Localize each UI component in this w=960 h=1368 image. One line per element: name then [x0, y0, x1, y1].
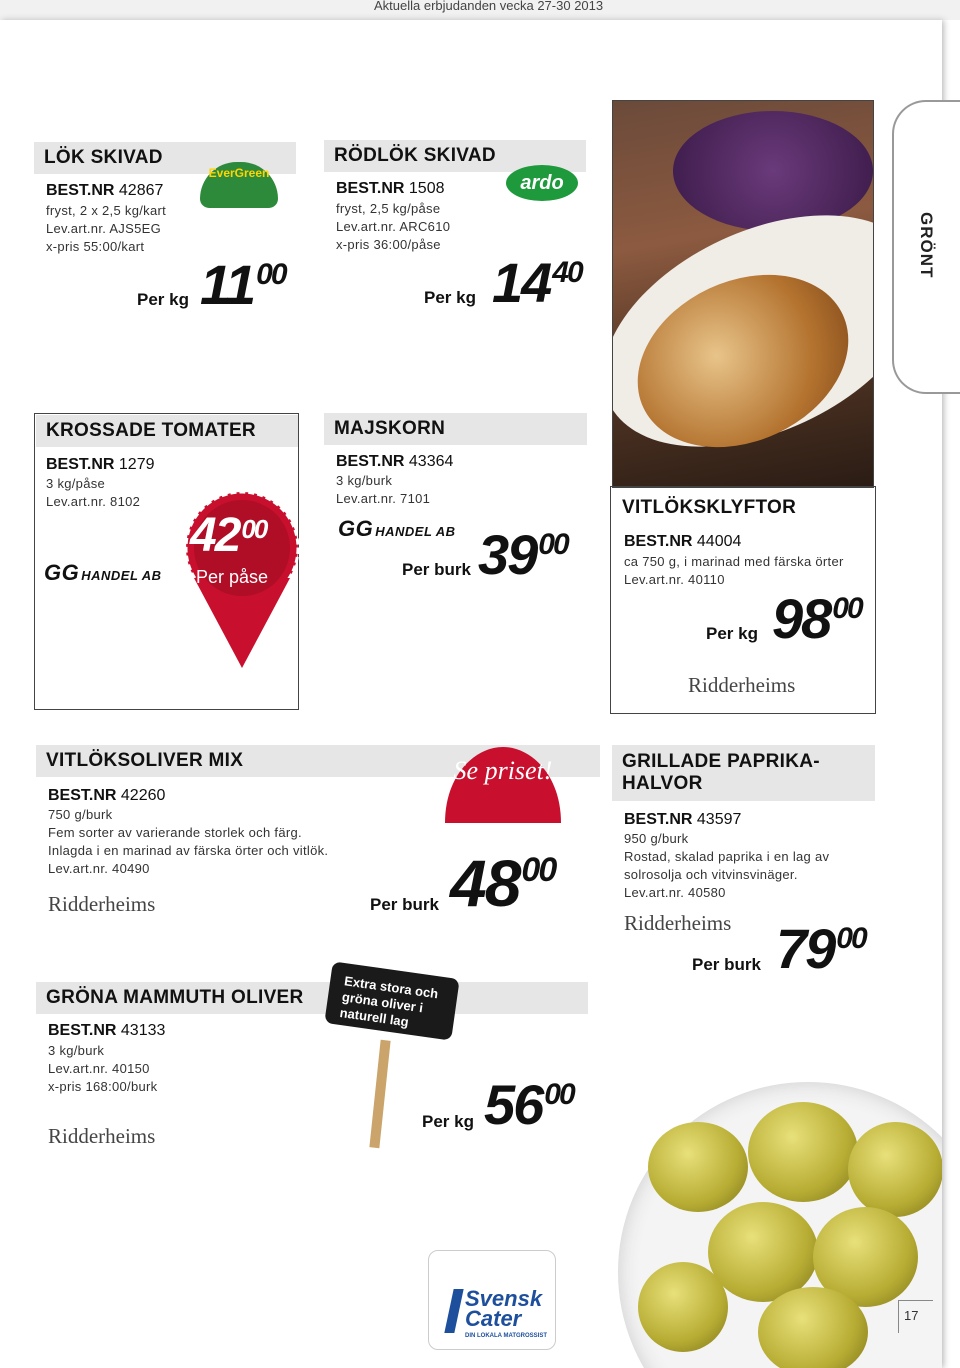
ridderheims-logo-2: Ridderheims [48, 892, 156, 916]
garlic-photo [612, 100, 874, 488]
product-title-vitlok: VITLÖKSKLYFTOR [622, 497, 797, 518]
ridderheims-logo-4: Ridderheims [48, 1124, 156, 1148]
logo-text: Svensk Cater [465, 1286, 543, 1331]
unit-rodlok: Per kg [424, 288, 476, 307]
details-rodlok: fryst, 2,5 kg/påse Lev.art.nr. ARC610 x-pris 36:00/påse [336, 201, 451, 252]
unit-vitlok: Per kg [706, 624, 758, 643]
best-nr-tomater: BEST.NR 1279 [46, 456, 155, 473]
price-rodlok: 1440 [492, 251, 582, 314]
best-nr-lok: BEST.NR 42867 [46, 182, 164, 199]
best-nr-rodlok: BEST.NR 1508 [336, 180, 445, 197]
basil-leaves [673, 111, 873, 231]
details-vitlok: ca 750 g, i marinad med färska örter Lev.art.nr. 40110 [624, 554, 844, 587]
unit-majskorn: Per burk [402, 560, 471, 579]
unit-mammuth: Per kg [422, 1112, 474, 1131]
se-priset-badge [405, 745, 600, 825]
price-paprika: 7900 [776, 917, 866, 980]
details-lok: fryst, 2 x 2,5 kg/kart Lev.art.nr. AJS5EG x-pris 55:00/kart [46, 203, 167, 254]
product-title-majskorn: MAJSKORN [324, 413, 587, 445]
product-title-rodlok: RÖDLÖK SKIVAD [324, 140, 586, 172]
price-mammuth: 5600 [484, 1073, 574, 1136]
price-majskorn: 3900 [478, 523, 568, 586]
details-oliver-mix: 750 g/burk Fem sorter av varierande storlek och färg. Inlagda i en marinad av färska örter och vitlök. Lev.art.nr. 40490 [48, 807, 329, 876]
logo-tagline: DIN LOKALA MATGROSSIST [465, 1333, 547, 1339]
details-mammuth: 3 kg/burk Lev.art.nr. 40150 x-pris 168:00/burk [48, 1043, 158, 1094]
product-title-tomater: KROSSADE TOMATER [36, 415, 298, 447]
price-lok: 1100 [200, 253, 286, 316]
olive [758, 1287, 868, 1368]
olive [748, 1102, 858, 1202]
gg-handel-logo-2: GG HANDEL AB [338, 516, 456, 541]
header-title: Aktuella erbjudanden vecka 27-30 2013 [374, 0, 604, 13]
unit-oliver-mix: Per burk [370, 895, 439, 914]
olive [848, 1122, 942, 1217]
best-nr-paprika: BEST.NR 43597 [624, 811, 742, 828]
page-number: 17 [904, 1308, 919, 1323]
olive [638, 1262, 728, 1352]
olive [648, 1122, 748, 1212]
best-nr-vitlok: BEST.NR 44004 [624, 533, 742, 550]
chalk-sign: Extra stora och gröna oliver i naturell lag [324, 961, 459, 1040]
product-title-paprika: GRILLADE PAPRIKA- HALVOR [612, 745, 875, 801]
ridderheims-logo-3: Ridderheims [624, 911, 732, 935]
category-tab[interactable] [892, 100, 960, 394]
se-priset-text: Se priset! [453, 756, 553, 785]
product-title-lok: LÖK SKIVAD [34, 142, 296, 174]
unit-paprika: Per burk [692, 955, 761, 974]
evergreen-logo: EverGreen [200, 162, 278, 208]
logo-stripe [444, 1289, 463, 1333]
product-title-mammuth: GRÖNA MAMMUTH OLIVER [36, 982, 588, 1014]
best-nr-oliver-mix: BEST.NR 42260 [48, 787, 166, 804]
price-vitlok: 9800 [772, 587, 862, 650]
ardo-logo: ardo [506, 165, 578, 201]
details-majskorn: 3 kg/burk Lev.art.nr. 7101 [336, 473, 431, 506]
unit-tomater: Per påse [196, 567, 269, 587]
unit-lok: Per kg [137, 290, 189, 309]
product-title-oliver-mix: VITLÖKSOLIVER MIX [36, 745, 600, 777]
svensk-cater-logo [428, 1250, 556, 1350]
olive-bowl-photo [598, 1082, 942, 1368]
ridderheims-logo: Ridderheims [688, 673, 796, 697]
category-tab-label: GRÖNT [917, 212, 936, 279]
price-tomater: 4200 [190, 509, 267, 562]
best-nr-mammuth: BEST.NR 43133 [48, 1022, 166, 1039]
details-tomater: 3 kg/påse Lev.art.nr. 8102 [46, 476, 141, 509]
price-oliver-mix: 4800 [450, 846, 556, 920]
gg-handel-logo: GG HANDEL AB [44, 560, 162, 585]
best-nr-majskorn: BEST.NR 43364 [336, 453, 454, 470]
page-header [0, 0, 960, 20]
details-paprika: 950 g/burk Rostad, skalad paprika i en lag av solrosolja och vitvinsvinäger. Lev.art.nr. 40580 [624, 831, 830, 900]
